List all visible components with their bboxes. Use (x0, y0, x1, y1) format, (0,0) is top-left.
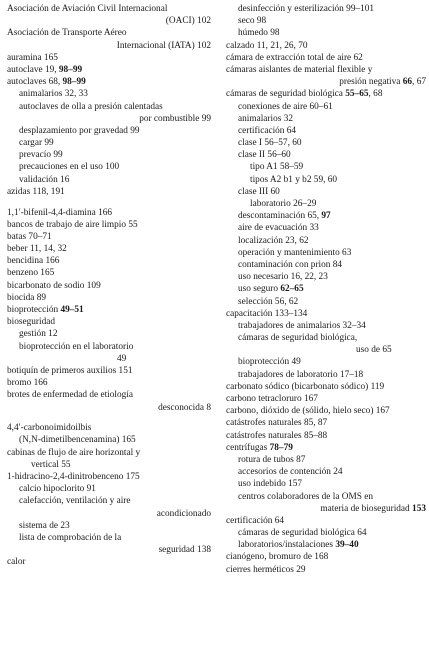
page-refs: 99–101 (343, 4, 375, 14)
index-entry (226, 551, 426, 563)
page-refs: 59, 60 (311, 174, 338, 185)
index-term: bicarbonato de sodio (7, 280, 85, 291)
page-refs: 60 (268, 186, 280, 197)
index-term: Asociación de Transporte Aéreo (7, 28, 127, 39)
index-entry (7, 556, 211, 568)
page-refs: 33 (307, 223, 319, 234)
page-refs: 56–60 (265, 150, 291, 161)
page-refs-main: 78–79 (269, 442, 293, 453)
index-term: beber (7, 244, 28, 255)
page-refs: 19, (42, 64, 59, 75)
index-term: trabajadores de animalarios (238, 320, 341, 331)
page-refs-main: 49–51 (60, 305, 84, 315)
index-entry (7, 76, 211, 88)
index-entry (7, 174, 211, 186)
index-term: calor (7, 557, 26, 568)
index-term: uso indebido (238, 479, 286, 490)
index-entry (226, 174, 426, 186)
page-refs-main: 55–65 (345, 89, 369, 100)
index-entry (7, 353, 211, 365)
index-term: seco (238, 16, 255, 27)
page-refs: 70–71 (26, 231, 52, 242)
index-entry (226, 308, 426, 320)
page-refs: 87 (293, 454, 306, 465)
index-entry (226, 503, 426, 515)
page-refs: 100 (102, 162, 120, 173)
index-entry (226, 454, 426, 466)
index-term: catástrofes naturales (226, 418, 302, 429)
index-term: acondicionado (156, 508, 211, 519)
page-refs: 65 (380, 345, 392, 356)
page-refs-main: 98–99 (62, 77, 86, 88)
index-entry (226, 161, 426, 173)
index-term: localización (238, 235, 283, 246)
index-entry (226, 64, 426, 76)
index-term: laboratorio (250, 199, 291, 209)
page-refs: 168 (311, 552, 329, 563)
page-refs: 32–34 (340, 320, 366, 331)
index-term: Asociación de Aviación Civil Internacional (7, 4, 168, 14)
page-refs-main: 97 (321, 211, 331, 222)
page-refs: 166 (95, 207, 113, 218)
index-entry (226, 76, 426, 88)
index-entry (226, 381, 426, 393)
page-refs: 167 (373, 406, 390, 417)
page-refs: 151 (116, 365, 133, 376)
index-term: autoclaves de olla a presión calentadas (19, 101, 163, 112)
index-term: desinfección y esterilización (238, 4, 344, 14)
index-entry (226, 259, 426, 271)
index-entry (7, 304, 211, 316)
index-entry (226, 332, 426, 344)
index-entry (226, 113, 426, 125)
page-refs: 99 (42, 138, 54, 149)
index-entry (7, 52, 211, 64)
index-term: descontaminación (238, 211, 306, 222)
page-refs: 17–18 (337, 369, 364, 380)
index-entry (7, 316, 211, 328)
page-refs: 11, 14, 32 (27, 244, 67, 255)
page-refs: 99 (127, 125, 140, 136)
index-term: centros colaboradores de la OMS en (238, 491, 374, 502)
index-term: sistema de (19, 520, 58, 531)
page-refs-main: 153 (412, 503, 426, 514)
index-term: biocida (7, 292, 35, 303)
index-term: contaminación con prion (238, 259, 331, 270)
index-term: bancos de trabajo de aire limpio (7, 219, 127, 230)
index-term: cámaras aislantes de material flexible y (226, 64, 373, 75)
index-term: uso necesario (238, 272, 289, 283)
page-refs: 29 (293, 564, 306, 575)
index-entry (7, 483, 211, 495)
index-entry (226, 430, 426, 442)
page-refs-extra: , 68 (368, 89, 383, 100)
index-term: 49 (117, 353, 127, 364)
index-term: 1,1′-bifenil-4,4-diamina (7, 207, 96, 218)
index-term: certificación (226, 515, 273, 526)
index-entry (226, 125, 426, 137)
page-refs: 11, 21, 26, 70 (254, 40, 308, 51)
index-entry (226, 539, 426, 551)
index-entry (226, 356, 426, 368)
index-term: operación y mantenimiento (238, 247, 340, 258)
page-refs: 166 (31, 378, 48, 389)
index-term: aire de evacuación (238, 223, 308, 234)
index-entry (7, 267, 211, 279)
page-refs: 89 (34, 292, 46, 303)
index-term: calzado (226, 40, 255, 51)
index-term: carbono tetracloruro (226, 394, 302, 404)
index-term: cargar (19, 138, 43, 149)
index-term: accesorios de contención (238, 467, 331, 478)
page-refs-main: 39–40 (335, 540, 359, 551)
page-refs: 109 (84, 280, 101, 291)
index-entry (7, 341, 211, 353)
index-term: botiquín de primeros auxilios (7, 365, 117, 376)
index-entry (226, 320, 426, 332)
index-entry (7, 280, 211, 292)
index-entry (226, 101, 426, 113)
index-term: certificación (238, 125, 285, 136)
index-entry (226, 15, 426, 27)
index-entry (7, 447, 211, 459)
index-entry (7, 365, 211, 377)
page-refs: 32 (281, 113, 293, 124)
page-refs: 98 (267, 28, 280, 39)
page-refs: 62 (351, 52, 363, 63)
index-entry (7, 544, 211, 556)
index-entry (226, 88, 426, 100)
index-entry (7, 15, 211, 27)
page-refs: 60–61 (307, 101, 333, 112)
page-refs: 157 (285, 479, 303, 490)
page-refs: 119 (368, 381, 385, 392)
index-term: cámaras de seguridad biológica, (238, 333, 358, 344)
index-term: capacitación (226, 308, 273, 319)
page-refs: 32, 33 (62, 89, 88, 100)
index-entry (7, 328, 211, 340)
page-refs: 55 (126, 219, 138, 230)
index-term: clase I (238, 138, 263, 149)
index-term: presión negativa (339, 77, 401, 88)
page-refs: 64 (284, 125, 297, 136)
index-entry (7, 471, 211, 483)
index-entry (7, 402, 211, 414)
index-term: uso de (356, 345, 381, 356)
index-entry (7, 161, 211, 173)
index-term: centrífugas (226, 442, 268, 453)
index-entry (226, 186, 426, 198)
index-term: (OACI) (165, 16, 195, 27)
index-entry (7, 219, 211, 231)
page-refs-main: 98–99 (58, 64, 83, 75)
index-term: vertical (31, 459, 59, 470)
index-entry (7, 377, 211, 389)
index-term: bioprotección (7, 305, 59, 315)
page-refs: 68, (46, 77, 63, 88)
page-refs: 64 (354, 528, 367, 539)
index-entry (226, 198, 426, 210)
index-entry (7, 255, 211, 267)
index-entry (7, 40, 211, 52)
page-refs: 16 (57, 174, 70, 185)
page-refs: 102 (194, 16, 211, 27)
index-entry (7, 137, 211, 149)
index-term: laboratorios/instalaciones (238, 540, 334, 551)
index-entry (226, 283, 426, 295)
index-entry (226, 369, 426, 381)
index-term: seguridad (158, 545, 195, 556)
page-refs: 85, 87 (301, 418, 328, 429)
index-entry (7, 520, 211, 532)
index-entry (226, 442, 426, 454)
index-term: 1-hidracino-2,4-dinitrobenceno (7, 471, 124, 482)
index-term: clase II (238, 150, 266, 161)
index-term: cámara de extracción total de aire (226, 52, 352, 63)
page-refs: 23 (58, 520, 70, 531)
index-term: autoclaves (7, 77, 47, 88)
index-term: bromo (7, 378, 32, 389)
page-refs: 85–88 (301, 430, 328, 441)
index-entry (7, 243, 211, 255)
index-term: gestión (19, 329, 46, 340)
page-refs: 64 (272, 515, 285, 526)
index-entry (226, 466, 426, 478)
index-term: clase III (238, 186, 269, 197)
page-refs: 102 (194, 40, 211, 51)
index-entry (226, 405, 426, 417)
index-entry (7, 495, 211, 507)
index-term: desconocida (158, 402, 205, 413)
index-term: cámaras de seguridad biológica (226, 89, 343, 100)
index-entry (7, 64, 211, 76)
index-entry (226, 527, 426, 539)
page-refs-main: 66 (402, 77, 413, 88)
page-refs: 98 (254, 16, 267, 27)
page-refs: 63 (339, 247, 352, 258)
index-term: cianógeno, bromuro de (226, 552, 312, 563)
index-term: calefacción, ventilación y aire (19, 496, 131, 507)
index-term: tipo A1 (250, 162, 278, 173)
index-term: por combustible (139, 113, 200, 124)
page-refs: 58–59 (277, 162, 304, 173)
section-gap (7, 198, 211, 207)
index-entry (7, 207, 211, 219)
index-term: materia de bioseguridad (320, 503, 410, 514)
index-entry (7, 292, 211, 304)
page-refs: 166 (43, 256, 60, 267)
index-entry (226, 52, 426, 64)
index-term: auramina (7, 52, 42, 63)
index-term: tipos A2 b1 y b2 (250, 174, 312, 185)
index-term: lista de comprobación de la (19, 532, 122, 543)
page-refs: 118, 191 (30, 186, 65, 197)
index-term: trabajadores de laboratorio (238, 369, 338, 380)
index-term: bioseguridad (7, 317, 56, 328)
index-term: 4,4′-carbonoimidoilbis (7, 423, 92, 434)
index-term: validación (19, 174, 58, 185)
index-entry (226, 515, 426, 527)
page-refs: 99 (51, 150, 63, 161)
index-term: húmedo (238, 28, 268, 39)
index-entry (7, 186, 211, 198)
index-term: benzeno (7, 268, 38, 279)
page-refs: 49 (289, 357, 301, 368)
index-term: carbono, dióxido de (sólido, hielo seco) (226, 406, 374, 417)
index-entry (7, 231, 211, 243)
index-entry (226, 564, 426, 576)
page-refs: 56, 62 (272, 296, 299, 307)
page-refs: 165 (41, 52, 58, 63)
page-refs: 167 (301, 394, 318, 404)
index-term: animalarios (238, 113, 282, 124)
index-term: batas (7, 231, 27, 242)
page-refs: 99 (199, 113, 211, 124)
index-entry (7, 459, 211, 471)
index-entry (7, 389, 211, 401)
index-entry (226, 417, 426, 429)
index-entry (226, 235, 426, 247)
index-entry (226, 3, 426, 15)
index-entry (7, 434, 211, 446)
page-refs: 26–29 (290, 199, 317, 209)
index-entry (226, 491, 426, 503)
page-refs: 16, 22, 23 (288, 272, 328, 283)
section-gap (7, 414, 211, 423)
index-term: bencidina (7, 256, 44, 267)
index-entry (7, 88, 211, 100)
page-refs: 12 (45, 329, 58, 340)
index-term: azidas (7, 186, 31, 197)
index-term: Internacional (IATA) (116, 40, 195, 51)
index-term: animalarios (19, 89, 63, 100)
page-refs-main: 62–65 (280, 284, 304, 295)
index-term: bioprotección (238, 357, 290, 368)
index-entry (7, 532, 211, 544)
index-entry (7, 101, 211, 113)
index-entry (226, 296, 426, 308)
page-refs-extra: , 67 (412, 77, 426, 88)
index-entry (226, 149, 426, 161)
index-term: bioprotección en el laboratorio (19, 341, 134, 352)
index-term: catástrofes naturales (226, 430, 302, 441)
page-refs: 165 (37, 268, 55, 279)
index-entry (226, 222, 426, 234)
index-term: selección (238, 296, 273, 307)
index-entry (226, 271, 426, 283)
page-refs: 91 (84, 484, 96, 495)
index-entry (226, 27, 426, 39)
index-column-right (226, 3, 426, 576)
index-term: calcio hipoclorito (19, 484, 85, 495)
index-entry (226, 210, 426, 222)
index-entry (7, 422, 211, 434)
index-term: cabinas de flujo de aire horizontal y (7, 447, 141, 458)
index-term: uso seguro (238, 284, 279, 295)
index-entry (226, 344, 426, 356)
index-entry (7, 27, 211, 39)
index-entry (226, 478, 426, 490)
index-term: carbonato sódico (bicarbonato sódico) (226, 381, 369, 392)
page-refs: 165 (119, 435, 136, 446)
index-term: conexiones de aire (238, 101, 308, 112)
index-entry (7, 3, 211, 15)
page-refs: 55 (58, 459, 71, 470)
index-entry (7, 508, 211, 520)
index-term: (N,N-dimetilbencenamina) (19, 435, 120, 446)
page-refs: 133–134 (272, 308, 308, 319)
index-term: autoclave (7, 64, 43, 75)
index-term: desplazamiento por gravedad (19, 125, 128, 136)
page-refs: 24 (330, 467, 343, 478)
page-refs: 56–57, 60 (262, 138, 302, 149)
index-entry (226, 247, 426, 259)
index-entry (226, 393, 426, 405)
page-refs: 23, 62 (282, 235, 309, 246)
page-refs: 65, (305, 211, 322, 222)
page-refs: 8 (204, 402, 211, 413)
index-term: cierres herméticos (226, 564, 294, 575)
index-term: precauciones en el uso (19, 162, 103, 173)
index-term: cámaras de seguridad biológica (238, 528, 355, 539)
index-entry (7, 113, 211, 125)
index-entry (226, 40, 426, 52)
index-column-left (7, 3, 211, 568)
index-term: brotes de enfermedad de etiología (7, 390, 133, 401)
index-term: rotura de tubos (238, 454, 294, 465)
index-entry (7, 125, 211, 137)
index-entry (7, 149, 211, 161)
page-refs: 138 (194, 545, 211, 556)
index-entry (226, 137, 426, 149)
page-refs: 84 (330, 259, 343, 270)
page-refs: 175 (123, 471, 140, 482)
index-term: prevacío (19, 150, 52, 161)
